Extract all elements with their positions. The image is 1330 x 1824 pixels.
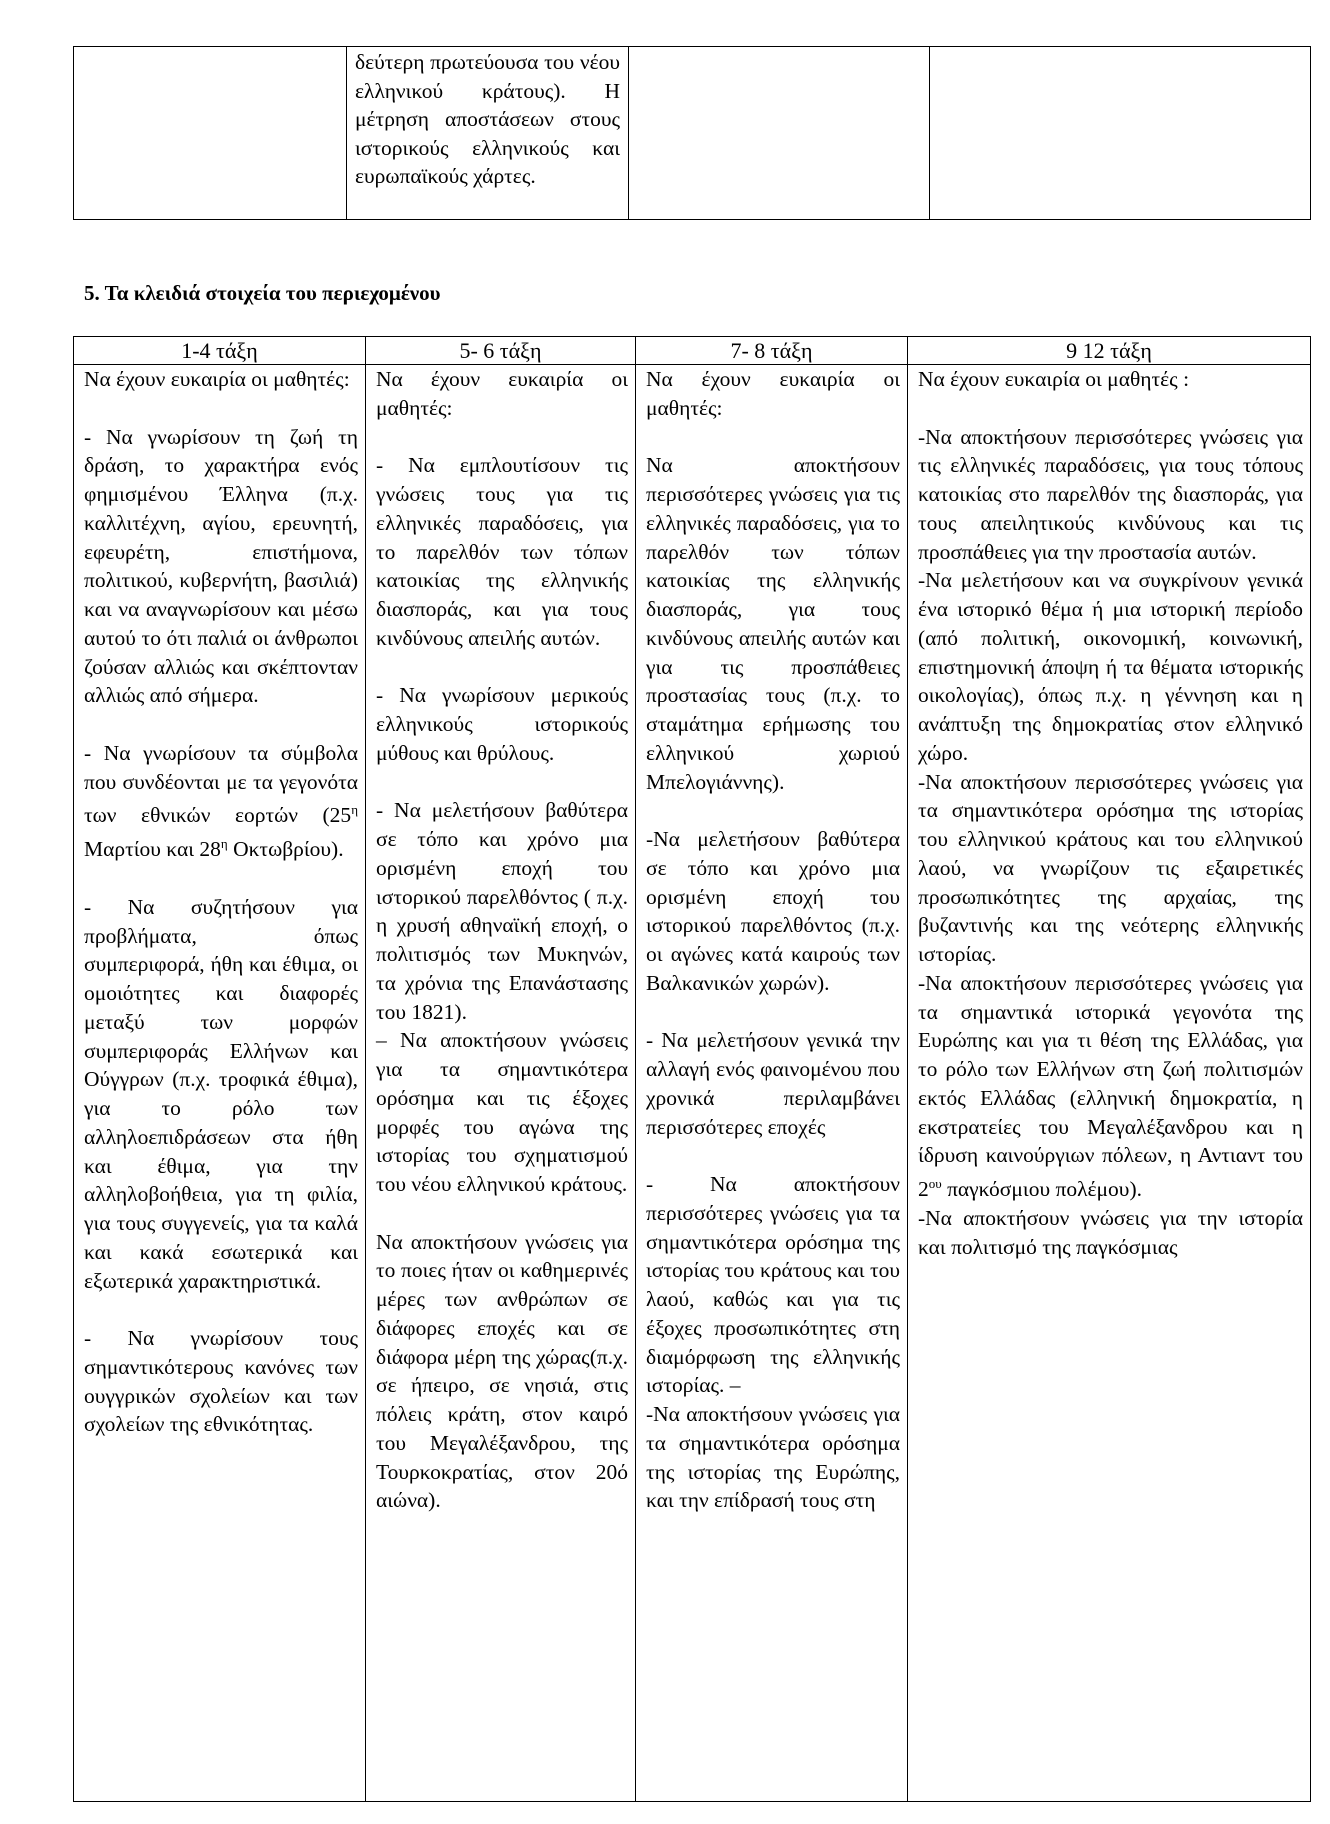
column-3-paragraph-4: - Να αποκτήσουν περισσότερες γνώσεις για τα σημαντικότερα ορόσημα της ιστορίας του κράτους και του λαού, καθώς και για τις έξοχες προσωπικότητες στη διαμόρφωση της ελληνικής ιστορίας. –	[646, 1172, 900, 1398]
column-4-text	[908, 365, 1310, 1261]
column-4-superscript: ου	[928, 1176, 942, 1191]
header-grade-5-6: 5- 6 τάξη	[366, 337, 636, 365]
column-grade-1-4	[74, 365, 366, 1802]
continuation-cell-3	[629, 47, 930, 220]
header-grade-1-4: 1-4 τάξη	[74, 337, 366, 365]
continuation-cell-4	[930, 47, 1311, 220]
content-row	[74, 365, 1311, 1802]
continuation-table	[73, 46, 1311, 220]
column-4-paragraph-5: -Να αποκτήσουν γνώσεις για την ιστορία και πολιτισμό της παγκόσμιας	[918, 1205, 1303, 1259]
column-1-paragraph-1: - Να γνωρίσουν τη ζωή τη δράση, το χαρακτήρα ενός φημισμένου Έλληνα (π.χ. καλλιτέχνη, αγίου, ερευνητή, εφευρέτη, επιστήμονα, πολιτικού, κυβερνήτη, βασιλιά) και να αναγνωρίσουν και μέσω αυτού το ότι παλιά οι άνθρωποι ζούσαν αλλιώς και σκέπτονταν αλλιώς από σήμερα.	[84, 424, 358, 708]
column-2-paragraph-1: - Να εμπλουτίσουν τις γνώσεις τους για τις ελληνικές παραδόσεις, για το παρελθόν των τόπων κατοικίας της ελληνικής διασποράς, και για τους κινδύνους απειλής αυτών.	[376, 453, 628, 650]
column-grade-5-6	[366, 365, 636, 1802]
column-4-paragraph-2: -Να μελετήσουν και να συγκρίνουν γενικά ένα ιστορικό θέμα ή μια ιστορική περίοδο (από πολιτική, οικονομική, κοινωνική, επιστημονική άποψη ή τα θέματα ιστορικής οικολογίας), όπως π.χ. η γέννηση και η ανάπτυξη της δημοκρατίας στον ελληνικό χώρο.	[918, 568, 1303, 765]
column-1-superscript-2: η	[220, 836, 228, 852]
column-4-paragraph-3: -Να αποκτήσουν περισσότερες γνώσεις για τα σημαντικότερα ορόσημα της ιστορίας του ελληνικού κράτους και του ελληνικού λαού, να γνωρίζουν τις εξαιρετικές προσωπικότητες της αρχαίας, της βυζαντινής και της νεότερης ελληνικής ιστορίας.	[918, 769, 1303, 966]
column-4-paragraph-1: -Να αποκτήσουν περισσότερες γνώσεις για τις ελληνικές παραδόσεις, για τους τόπους κατοικίας στο παρελθόν της διασποράς, για τους απειλητικούς κινδύνους και τις προσπάθειες για την προστασία αυτών.	[918, 424, 1303, 564]
column-3-paragraph-3: - Να μελετήσουν γενικά την αλλαγή ενός φαινομένου που χρονικά περιλαμβάνει περισσότερες εποχές	[646, 1028, 900, 1139]
column-2-paragraph-3: - Να μελετήσουν βαθύτερα σε τόπο και χρόνο μια ορισμένη εποχή του ιστορικού παρελθόντος ( π.χ. η χρυσή αθηναϊκή εποχή, ο πολιτισμός των Μυκηνών, τα χρόνια της Επανάστασης του 1821).	[376, 798, 628, 1024]
column-3-text	[636, 365, 907, 1515]
continuation-cell-1	[74, 47, 347, 220]
column-3-paragraph-5: -Να αποκτήσουν γνώσεις για τα σημαντικότερα ορόσημα της ιστορίας της Ευρώπης, και την επίδρασή τους στη	[646, 1402, 900, 1513]
column-2-paragraph-4: – Να αποκτήσουν γνώσεις για τα σημαντικότερα ορόσημα και τις έξοχες μορφές του αγώνα της ιστορίας του σχηματισμού του νέου ελληνικού κράτους.	[376, 1028, 628, 1196]
column-1-paragraph-3: - Να συζητήσουν για προβλήματα, όπως συμπεριφορά, ήθη και έθιμα, οι ομοιότητες και διαφορές μεταξύ των μορφών συμπεριφοράς Ελλήνων και Ούγγρων (π.χ. τροφικά έθιμα), για το ρόλο των αλληλοεπιδράσεων στα ήθη και έθιμα, για την αλληλοβοήθεια, για τη φιλία, για τους συγγενείς, για τα καλά και κακά εσωτερικά και εξωτερικά χαρακτηριστικά.	[84, 894, 358, 1293]
content-table	[73, 336, 1311, 1802]
continuation-cell-2	[347, 47, 629, 220]
column-2-paragraph-5: Να αποκτήσουν γνώσεις για το ποιες ήταν οι καθημερινές μέρες των ανθρώπων σε διάφορες εποχές και σε διάφορα μέρη της χώρας(π.χ. σε ήπειρο, σε νησιά, στις πόλεις κράτη, στον καιρό του Μεγαλέξανδρου, της Τουρκοκρατίας, στον 20ό αιώνα).	[376, 1229, 628, 1513]
column-3-paragraph-1: Να αποκτήσουν περισσότερες γνώσεις για τις ελληνικές παραδόσεις, για το παρελθόν των τόπων κατοικίας της ελληνικής διασποράς, για τους κινδύνους απειλής αυτών και για τις προσπάθειες προστασίας τους (π.χ. το σταμάτημα ερήμωσης του ελληνικού χωριού Μπελογιάννης).	[646, 453, 900, 794]
column-1-intro: Να έχουν ευκαιρία οι μαθητές:	[84, 367, 350, 391]
column-4-paragraph-4-part-a: -Να αποκτήσουν περισσότερες γνώσεις για τα σημαντικά ιστορικά γεγονότα της Ευρώπης και για τι θέση της Ελλάδας, για το ρόλο των Ελλήνων στη ζωή πολιτισμών εκτός Ελλάδας (ελληνική δημοκρατία, η εκστρατείες του Μεγαλέξανδρου και η ίδρυση καινούργιων πόλεων, η Αντιαντ του 2	[918, 970, 1303, 1202]
column-3-paragraph-2: -Να μελετήσουν βαθύτερα σε τόπο και χρόνο μια ορισμένη εποχή του ιστορικού παρελθόντος (π.χ. οι αγώνες κατά καιρούς των Βαλκανικών χωρών).	[646, 827, 900, 995]
column-4-paragraph-4	[918, 969, 1303, 1204]
column-4-paragraph-4-part-b: παγκόσμιου πολέμου).	[941, 1177, 1142, 1202]
column-1-paragraph-2-part-b: Μαρτίου και 28	[84, 837, 221, 862]
column-1-superscript-1: η	[351, 802, 358, 818]
header-row	[74, 337, 1311, 365]
column-2-paragraph-2: - Να γνωρίσουν μερικούς ελληνικούς ιστορικούς μύθους και θρύλους.	[376, 683, 628, 765]
column-4-intro: Να έχουν ευκαιρία οι μαθητές :	[918, 367, 1190, 391]
column-1-paragraph-4: - Να γνωρίσουν τους σημαντικότερους κανόνες των ουγγρικών σχολείων και των σχολείων της εθνικότητας.	[84, 1326, 358, 1437]
continuation-cell-text: δεύτερη πρωτεύουσα του νέου ελληνικού κράτους). Η μέτρηση αποστάσεων στους ιστορικούς ελληνικούς και ευρωπαϊκούς χάρτες.	[355, 50, 620, 189]
column-1-paragraph-2-part-a: - Να γνωρίσουν τα σύμβολα που συνδέονται με τα γεγονότα των εθνικών εορτών (25	[84, 740, 358, 828]
header-grade-7-8: 7- 8 τάξη	[636, 337, 908, 365]
column-2-text	[366, 365, 635, 1515]
column-2-intro: Να έχουν ευκαιρία οι μαθητές:	[376, 367, 628, 420]
column-grade-9-12	[908, 365, 1311, 1802]
column-3-intro: Να έχουν ευκαιρία οι μαθητές:	[646, 367, 900, 420]
header-grade-9-12: 9 12 τάξη	[908, 337, 1311, 365]
column-1-paragraph-2-part-c: Οκτωβρίου).	[227, 837, 344, 862]
column-1-paragraph-2	[84, 739, 358, 864]
column-1-text	[74, 365, 365, 1439]
continuation-row	[74, 47, 1311, 220]
section-heading: 5. Τα κλειδιά στοιχεία του περιεχομένου	[84, 281, 441, 305]
column-grade-7-8	[636, 365, 908, 1802]
